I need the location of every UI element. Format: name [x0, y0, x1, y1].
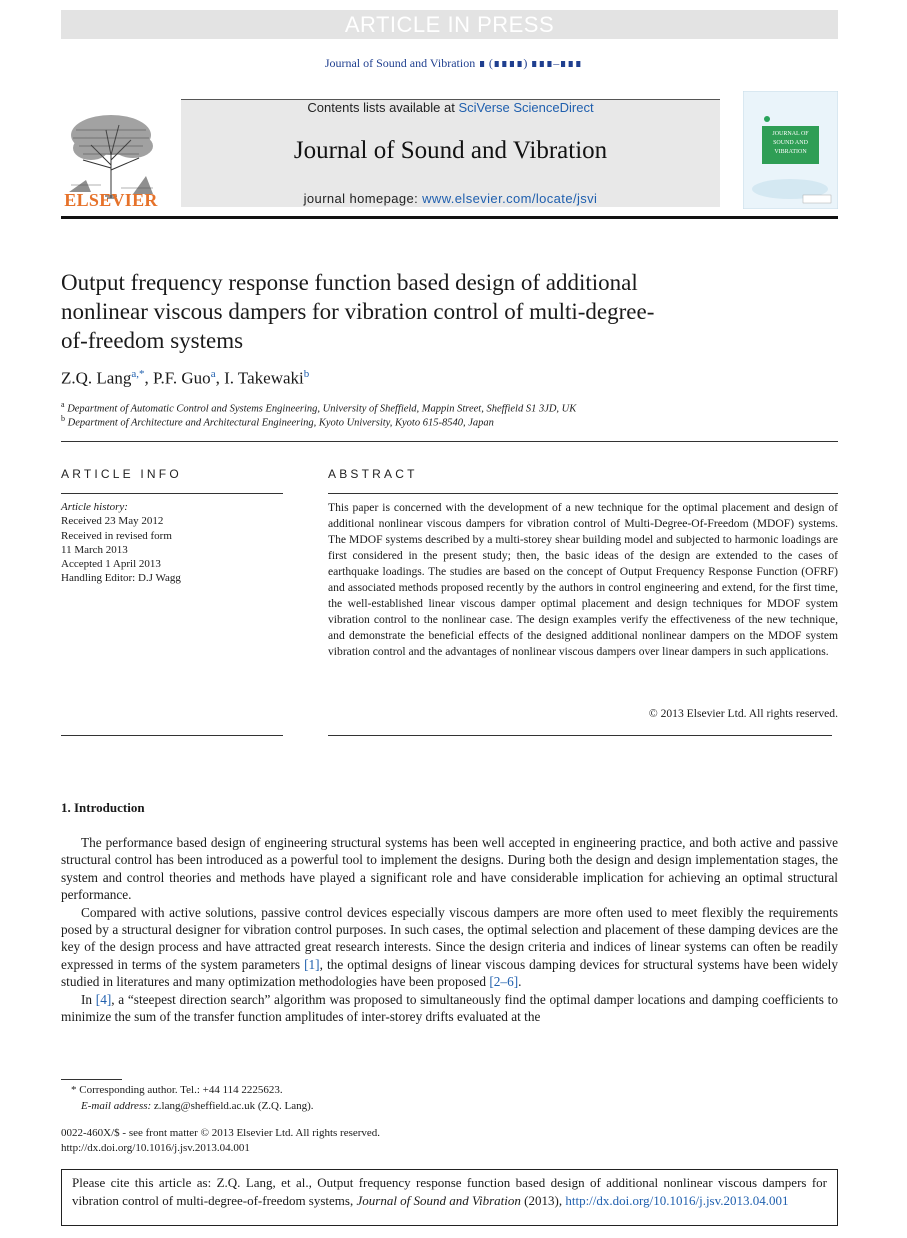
author-name[interactable]: Z.Q. Lang	[61, 368, 132, 388]
abstract-rule	[328, 493, 838, 494]
author-name[interactable]: P.F. Guo	[152, 368, 211, 388]
citation-journal: Journal of Sound and Vibration	[356, 1192, 521, 1208]
email-address[interactable]: z.lang@sheffield.ac.uk (Z.Q. Lang).	[151, 1100, 314, 1112]
author-affil-mark[interactable]: a	[210, 368, 216, 380]
running-head	[0, 56, 907, 71]
affiliation-a	[61, 400, 576, 415]
header-rule	[61, 216, 838, 219]
footnote-rule	[61, 1079, 122, 1080]
history-line: Accepted 1 April 2013	[61, 558, 161, 571]
introduction-body	[61, 834, 838, 1025]
history-line: Handling Editor: D.J Wagg	[61, 572, 181, 585]
running-head-volume: ∎ (∎∎∎∎) ∎∎∎–∎∎∎	[478, 56, 583, 70]
corresponding-author-note: * Corresponding author. Tel.: +44 114 2225623.	[71, 1084, 283, 1096]
homepage-line	[181, 191, 720, 206]
cover-title-line2: SOUND AND	[773, 140, 808, 146]
publisher-name[interactable]: ELSEVIER	[64, 190, 158, 210]
citation-year: (2013),	[520, 1192, 566, 1208]
text-run: , the optimal designs of linear viscous damping devices for structural systems have been widely studied in literatures and many optimization methodologies have been proposed	[61, 956, 838, 990]
article-info-heading: ARTICLE INFO	[61, 467, 182, 481]
citation-link[interactable]: [1]	[304, 956, 320, 972]
history-line: Received in revised form	[61, 529, 172, 542]
issn-line: 0022-460X/$ - see front matter © 2013 Elsevier Ltd. All rights reserved.	[61, 1127, 381, 1139]
affiliation-label: a	[61, 400, 65, 409]
author-separator: ,	[144, 368, 153, 388]
journal-cover-thumbnail[interactable]	[743, 91, 838, 209]
author-name[interactable]: I. Takewaki	[224, 368, 304, 388]
citation-doi-link[interactable]: http://dx.doi.org/10.1016/j.jsv.2013.04.001	[565, 1192, 789, 1208]
abstract-bottom-rule	[328, 735, 832, 736]
article-in-press-banner: ARTICLE IN PRESS	[61, 10, 838, 39]
journal-masthead	[181, 99, 720, 207]
intro-paragraph-2	[61, 904, 838, 991]
abstract-text: This paper is concerned with the development of a new technique for the optimal placement and design of additional nonlinear viscous dampers for vibration control of Multi-Degree-Of-Freedom (MDOF) systems. The MDOF systems described by a multi-storey shear building model and subjected to harmonic loadings are first considered in the present study; then, the basic ideas of the design are extended to the cases of earthquake loadings. The studies are based on the concept of Output Frequency Response Function (OFRF) and associated methods proposed recently by the authors in control engineering and extend, for the first time, the well-established linear viscous damper optimal placement and design techniques for MDOF system vibration control to the nonlinear case. The design examples verify the effectiveness of the new technique, and demonstrate the beneficial effects of the designed additional nonlinear dampers on the MDOF system vibration control and the advantages of nonlinear viscous dampers over linear dampers in such applications.	[328, 501, 838, 658]
article-info-bottom-rule	[61, 735, 283, 736]
journal-title: Journal of Sound and Vibration	[293, 137, 608, 164]
running-head-journal[interactable]: Journal of Sound and Vibration	[324, 56, 476, 70]
text-run: .	[518, 974, 522, 990]
citation-box	[61, 1169, 838, 1226]
introduction-heading: 1. Introduction	[61, 800, 145, 815]
cover-title-line1: JOURNAL OF	[772, 131, 809, 137]
author-affil-mark[interactable]: b	[303, 368, 310, 380]
sciencedirect-link[interactable]: SciVerse ScienceDirect	[458, 100, 594, 115]
intro-paragraph-1: The performance based design of engineering structural systems has been well accepted in engineering practice, and both active and passive structural control has been introduced as a powerful tool to implement the designs. During both the design and design implementation stages, the system and control theories and methods have played a significant role and have considerable implication for achieving an optimal structural performance.	[61, 835, 838, 903]
citation-link[interactable]: [4]	[95, 991, 112, 1007]
affiliation-text: Department of Automatic Control and Systems Engineering, University of Sheffield, Mappin Street, Sheffield S1 3JD, UK	[67, 403, 577, 415]
email-label: E-mail address:	[81, 1100, 152, 1112]
history-line: 11 March 2013	[61, 543, 128, 556]
article-history	[61, 500, 283, 586]
abstract-heading: ABSTRACT	[328, 467, 418, 481]
intro-paragraph-3	[61, 991, 838, 1026]
journal-homepage-link[interactable]: www.elsevier.com/locate/jsvi	[422, 191, 598, 206]
text-run: In	[81, 991, 96, 1007]
email-note	[81, 1100, 314, 1112]
citation-link[interactable]: [2–6]	[489, 974, 519, 990]
doi-line[interactable]: http://dx.doi.org/10.1016/j.jsv.2013.04.001	[61, 1142, 250, 1154]
text-run: Compared with active solutions, passive control devices especially viscous dampers are more often used to meet flexibly the requirements posed by a structural designer for vibration control purposes. In such cases, the optimal selection and placement of these damping devices are the key of the design process and have attracted great research interests. Since the design criteria and indices of linear systems can often be readily expressed in terms of the system parameters	[61, 904, 838, 972]
author-separator: ,	[215, 368, 225, 388]
affiliation-rule	[61, 441, 838, 442]
author-list	[61, 368, 309, 389]
article-info-rule	[61, 493, 283, 494]
citation-prefix: Please cite this article as: Z.Q. Lang, et al., Output frequency response function based design of additional nonlinear viscous dampers for vibration control of multi-degree-of-freedom systems,	[72, 1175, 827, 1208]
affiliation-b	[61, 414, 494, 429]
contents-line	[181, 100, 720, 115]
affiliation-text: Department of Architecture and Architectural Engineering, Kyoto University, Kyoto 615-8540, Japan	[67, 417, 494, 429]
text-run: , a “steepest direction search” algorithm was proposed to simultaneously find the optimal damper locations and damping coefficients to minimize the sum of the transfer function amplitudes of inter-storey drifts evaluated at the	[61, 991, 838, 1025]
cover-title-line3: VIBRATION	[774, 149, 807, 155]
abstract-copyright: © 2013 Elsevier Ltd. All rights reserved.	[648, 707, 838, 720]
author-affil-mark[interactable]: a,*	[131, 368, 145, 380]
history-heading: Article history:	[61, 501, 128, 513]
article-title: Output frequency response function based design of additional nonlinear viscous dampers for vibration control of multi-degree-of-freedom systems	[61, 270, 655, 353]
affiliation-label: b	[61, 414, 65, 423]
issn-block	[61, 1126, 380, 1156]
contents-prefix: Contents lists available at	[307, 100, 459, 115]
homepage-prefix: journal homepage:	[303, 191, 423, 206]
history-line: Received 23 May 2012	[61, 515, 164, 528]
